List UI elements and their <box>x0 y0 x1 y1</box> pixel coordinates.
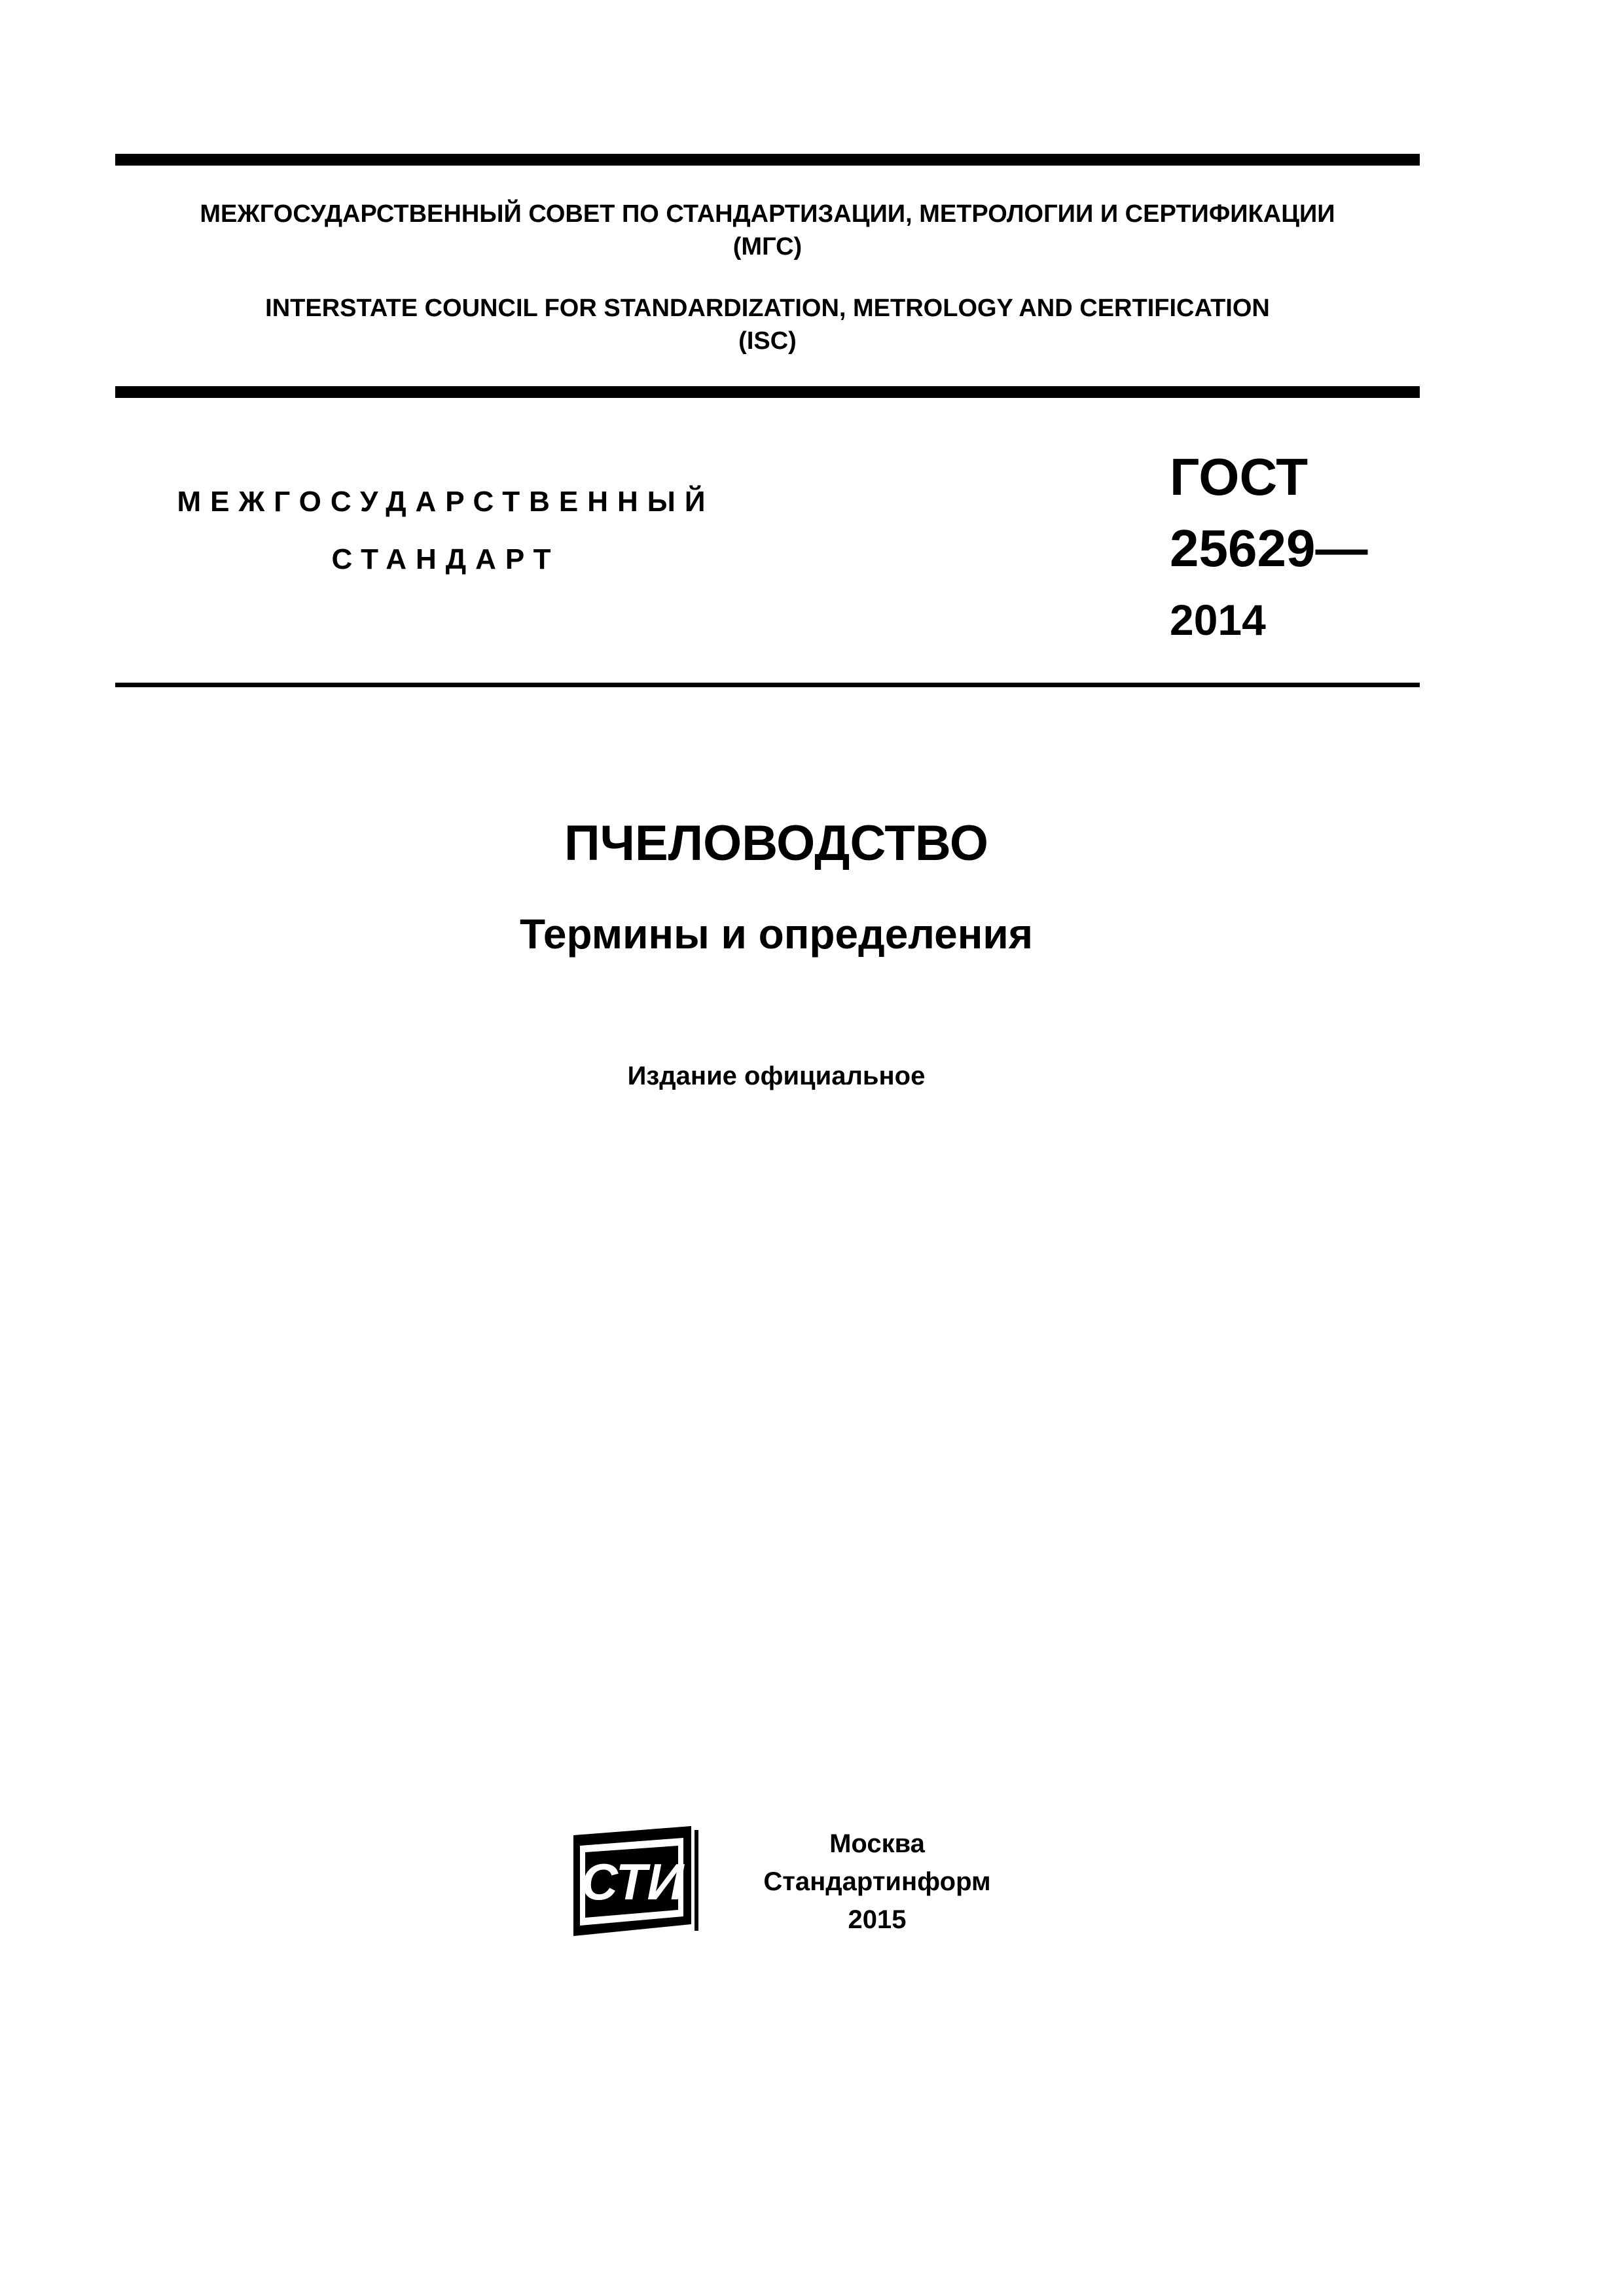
council-name-en-line1: INTERSTATE COUNCIL FOR STANDARDIZATION, METROLOGY AND CERTIFICATION <box>265 295 1270 322</box>
publisher-logo-icon <box>573 1826 704 1936</box>
council-abbr-en: (ISC) <box>738 327 797 355</box>
publisher-name: Стандартинформ <box>763 1867 991 1896</box>
edition-note: Издание официальное <box>627 1062 926 1090</box>
publisher-city: Москва <box>829 1829 925 1858</box>
council-name-ru <box>115 198 1420 263</box>
standard-code-prefix: ГОСТ <box>1170 448 1308 506</box>
publication-year: 2015 <box>848 1905 907 1934</box>
document-subtitle: Термины и определения <box>519 910 1034 958</box>
document-title: ПЧЕЛОВОДСТВО <box>564 816 988 871</box>
standard-kind-line2: СТАНДАРТ <box>331 543 560 575</box>
council-abbr-ru: (МГС) <box>732 233 803 260</box>
council-name-ru-line1: МЕЖГОСУДАРСТВЕННЫЙ СОВЕТ ПО СТАНДАРТИЗАЦИИ, МЕТРОЛОГИИ И СЕРТИФИКАЦИИ <box>200 200 1335 228</box>
middle-rule <box>115 386 1420 398</box>
standard-kind-line1: МЕЖГОСУДАРСТВЕННЫЙ <box>177 486 715 518</box>
top-rule <box>115 154 1420 166</box>
standard-code-number: 25629— <box>1170 519 1368 577</box>
logo-lettering: СТИ <box>581 1853 684 1910</box>
thin-rule <box>115 683 1420 687</box>
standard-code-year: 2014 <box>1170 596 1266 644</box>
council-name-en <box>115 292 1420 357</box>
